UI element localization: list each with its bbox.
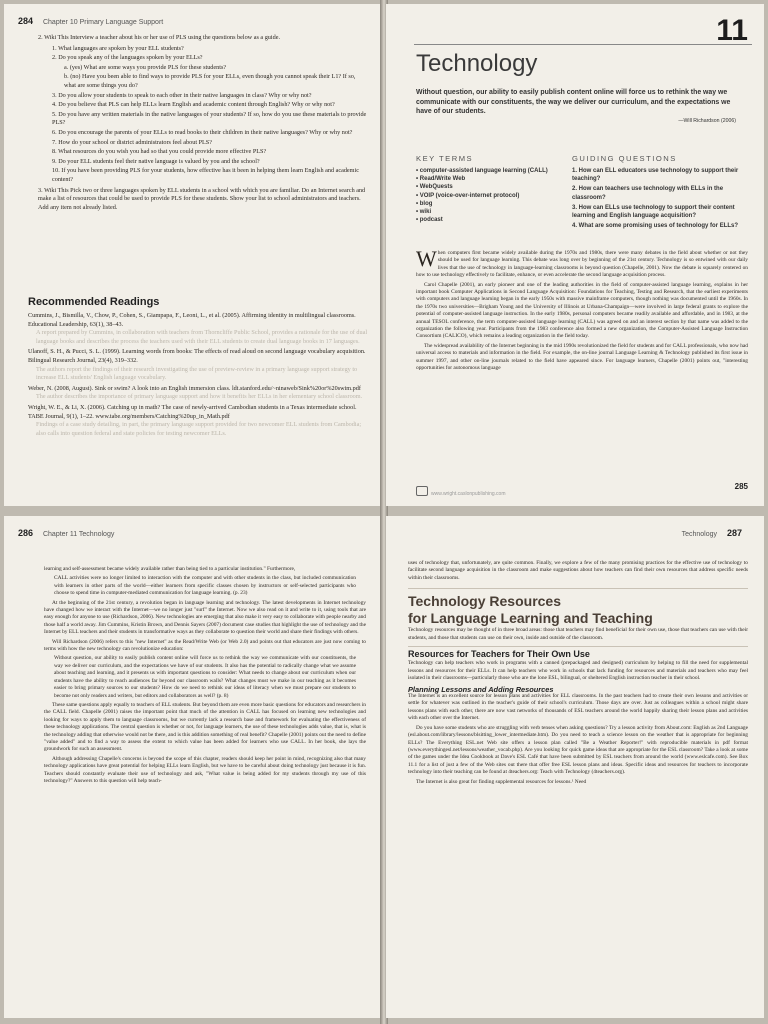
key-term: • wiki [416, 209, 432, 216]
body-paragraph: These same questions apply equally to teachers of ELL students. But beyond them are even more basic questions for educators and researchers in the CALL field. Chapelle (2001) raises the important point that much of the attention in CALL has focused on learning new technologies and looking for ways to apply them to language classrooms, but we currently lack a research base and framework for evaluating the effectiveness of these technology applications. The central question is whether or not, for language learners, the use of these technologies adds value, that is, what is the technology adding that otherwise would not be there, and is this addition something of real benefit? Chapelle (2001) points out the need to define "value added" and to find a way to assess the extent to which value has been added for learners who use CALL. In her book, she lays the groundwork for such an assessment. [44, 701, 366, 753]
block-quote: Without question, our ability to easily publish content online will force us to rethink the way we communicate with our constituents, the way we deliver our curriculum, and the expectations we have of our students. It also has the potential to radically change what we assume about teaching and learning, and it presents us with important questions to consider: What needs to change about our curriculum when our students have the ability to reach audiences far beyond our classroom walls? What changes must we make in our teaching as it becomes easier to bring primary sources to our students? How do we need to rethink our ideas of literacy when we must prepare our students to become not only readers and writers, but editors and collaborators as well? (p. 8) [54, 655, 356, 699]
readings-heading: Recommended Readings [28, 296, 160, 308]
interview-question: 3. Do you allow your students to speak to each other in their native languages in class? Why or why not? [52, 91, 312, 99]
interview-question: 8. What resources do you wish you had so that you could provide more effective PLS? [52, 148, 267, 156]
running-head-text: Technology [681, 531, 718, 538]
running-head [18, 528, 114, 538]
page-number: 285 [734, 482, 748, 491]
guiding-questions-list [572, 167, 748, 230]
section-paragraph: Technology resources may be thought of in three broad areas: those that teachers may find beneficial for their own use, those that teachers can use with their students, and those that students can use on their own, inside and outside of the classroom. [408, 627, 748, 641]
chapter-title: Technology [416, 50, 538, 77]
page-number: 284 [18, 16, 34, 26]
activity-item-3: 3. Wiki This Pick two or three languages spoken by ELL students in a school with which you are familiar. Do an Internet search and make a list of resources that could be used to provide PLS for these students. Show your list to school administrators and teachers. Add any item not already listed. [38, 186, 366, 211]
guiding-questions [572, 154, 748, 232]
interview-question: a. (yes) What are some ways you provide PLS for these students? [64, 63, 227, 71]
bottom-spread [0, 512, 768, 1024]
running-head [18, 16, 163, 26]
running-head [682, 528, 750, 538]
page-286 [4, 516, 382, 1018]
section-divider [408, 588, 748, 589]
key-terms-list [416, 167, 556, 224]
page-286-body [44, 566, 366, 787]
section-divider [408, 646, 748, 647]
guiding-question: 1. How can ELL educators use technology to support their teaching? [572, 168, 739, 183]
interview-question-list [38, 45, 368, 185]
body-paragraph: learning and self-assessment became widely available rather than being tied to a particular institution." Furthermore, [44, 566, 296, 572]
key-term: • podcast [416, 217, 443, 224]
key-terms-heading: KEY TERMS [416, 154, 474, 163]
chapter-rule [414, 44, 752, 45]
interview-question: 7. How do your school or district administrators feel about PLS? [52, 138, 212, 146]
recommended-readings [28, 296, 368, 440]
section-heading-line-2: for Language Learning and Teaching [408, 610, 653, 627]
key-term: • computer-assisted language learning (CALL) [416, 168, 548, 174]
reading-entry [28, 385, 368, 402]
body-paragraph: The Internet is also great for finding supplemental resources for lessons.¹ Need [416, 778, 587, 785]
interview-question: 9. Do your ELL students feel their native language is valued by you and the school? [52, 157, 260, 165]
reading-annotation: The authors report the findings of their research investigating the use of preview-review in a primary language support strategy to increase ELL students' English language vocabulary. [36, 365, 358, 382]
epigraph-text: Without question, our ability to easily publish content online will force us to rethink the way we communicate with our constituents, the way we deliver our curriculum, and the expectations we have of our students. [416, 89, 731, 116]
interview-question: 4. Do you believe that PLS can help ELLs learn English and academic content through English? Why or why not? [52, 101, 335, 109]
guiding-question: 4. What are some promising uses of technology for ELLs? [572, 223, 739, 230]
reading-citation: Ulanoff, S. H., & Pucci, S. L. (1999). Learning words from books: The effects of read aloud on second language vocabulary acquisition. Bilingual Research Journal, 23(4), 319–332. [28, 348, 366, 364]
key-term: • Read/Write Web [416, 176, 466, 183]
body-paragraph: At the beginning of the 21st century, a revolution began in language learning and technology. The latest developments in Internet technology have changed how we interact with the Internet—we no longer just "surf" the Internet. Now we also read on it and write to it, using tools that are easy enough for anyone to use (Richardson, 2006). New technologies are emerging that also make it very easy to collaborate with people nearby and those half a world away. Jim Cummins, Kristin Brown, and Dennis Sayers (2007) document case studies that highlight the use of technology and the Internet by ELL teachers and their students in transformative ways as they collaborate to question their world and share their findings with others. [44, 599, 366, 636]
running-head-text: Chapter 11 Technology [42, 531, 115, 538]
intro-paragraph-1: When computers first became widely available during the 1970s and 1980s, there were many debates in the field about whether or not they should be used for language learning. This debate was long over by beginning of the 21st century. Technology is so entwined with our daily lives that the use of technology in language-learning classrooms is beyond question (Chapelle, 2001). Now the debate is squarely centered on how to use technology effectively to facilitate, enhance, or even accelerate the second language acquisition process. [416, 246, 748, 279]
reading-entry [28, 312, 368, 346]
interview-question: b. (no) Have you been able to find ways to provide PLS for your ELLs, even though you cannot speak their L1? If so, what are some things you do? [64, 73, 356, 89]
interview-question: 1. What languages are spoken by your ELL students? [52, 44, 184, 52]
guiding-question: 3. How can ELLs use technology to support their content learning and English language acquisition? [572, 204, 735, 220]
intro-paragraph-3: The widespread availability of the Internet beginning in the mid 1990s revolutionized the field for students and for CALL professionals, who now had universal access to materials and information in the field. For example, the on-line journal Language Learning & Technology published its first issue in summer 1997, and other on-line journals related to the field have appeared since. For language learners, Chapelle (2001) points out, "interesting opportunities for autonomous language [416, 342, 748, 372]
page-284 [4, 4, 382, 506]
epigraph [416, 88, 736, 126]
guiding-questions-heading: GUIDING QUESTIONS [572, 154, 677, 163]
page-285 [386, 4, 764, 506]
epigraph-attribution: —Will Richardson (2006) [678, 117, 736, 124]
activity-list [38, 34, 368, 214]
section-heading [408, 593, 748, 627]
minor-heading: Planning Lessons and Adding Resources [408, 684, 554, 694]
section-heading-line-1: Technology Resources [408, 593, 562, 610]
chapter-intro [416, 246, 748, 375]
running-head-text: Chapter 10 Primary Language Support [42, 19, 164, 26]
body-paragraph: Do you have some students who are struggling with verb tenses when asking questions? Try a lesson activity from About.com: English as 2nd Language (esl.about.com/library/lessons/blsitting_lower_intermediate.htm). Do you need to teach a science lesson on the weather that is appropriate for beginning ELLs? The Everything ESL.net Web site offers a lesson plan called "Be a Weather Reporter!" with reproducible materials in pdf format (www.everythingesl.net/lessons/weather_vocab.php). Are you looking for quick game ideas that are appropriate for the ESL classroom? Take a look at some of the games under the Idea Cookbook at Dave's ESL Café that have been submitted by ESL teachers from around the world (www.eslcafe.com). See Box 11.1 for a list of just a few of the Web sites out there that offer free ESL lesson plans and ideas. Specific ideas and resources for teachers to incorporate technology into their teaching can be found at 4teachers.org: Teach with Technology (4teachers.org). [408, 724, 748, 776]
reading-citation: Weber, N. (2008, August). Sink or swim? A look into an English immersion class. ldt.stanford.edu/~ninaweb/Sink%20or%20swim.pdf [28, 384, 361, 392]
footer-url: www.wright.caslonpublishing.com [431, 491, 506, 497]
interview-question: 6. Do you encourage the parents of your ELLs to read books to their children in their native languages? Why or why not? [52, 128, 353, 136]
key-term: • WebQuests [416, 184, 453, 191]
reading-annotation: Findings of a case study detailing, in part, the primary language support provided for two newcomer ELL students from Cambodia; also calls into question federal and state policies for testing newcomer ELLs. [36, 421, 362, 437]
subsection-heading: Resources for Teachers for Their Own Use [408, 649, 590, 660]
readings-list [28, 312, 368, 438]
body-paragraph: Although addressing Chapelle's concerns is beyond the scope of this chapter, readers should keep her point in mind, recognizing also that many technology applications have great potential for helping ELLs learn English, but we have to be careful about doing technology just because it is fun. Teachers should constantly evaluate their use of technology and ask, "What value is being added for my students through my use of this technology?" Answers to this question will help teach- [44, 755, 366, 784]
reading-annotation: A report prepared by Cummins, in collaboration with teachers from Thorncliffe Public School, provides a rationale for the use of dual language books and describes the process the teachers used with their ELL students to create dual language books in 17 languages. [36, 329, 368, 345]
page-number: 287 [726, 528, 742, 538]
interview-question: 5. Do you have any written materials in the native languages of your students? If so, how do you use these materials to provide PLS? [52, 110, 367, 127]
block-quote: CALL activities were no longer limited to interaction with the computer and with other students in the class, but included communication with learners in other parts of the world—either learners from specific classes chosen by instructors or self-selected participants who choose to spend time in computer-mediated communication for language learning. (p. 23) [54, 575, 356, 597]
activity-item-2: 2. Wiki This Interview a teacher about his or her use of PLS using the questions below as a guide. [38, 34, 280, 41]
web-icon [416, 486, 428, 496]
key-term: • VOIP (voice-over-internet protocol) [416, 192, 520, 199]
interview-question: 2. Do you speak any of the languages spoken by your ELLs? [52, 54, 203, 62]
chapter-number: 11 [716, 14, 748, 47]
body-paragraph: uses of technology that, unfortunately, are quite common. Finally, we explore a few of the many promising practices for the effective use of technology to facilitate second language acquisition in the classroom and make suggestions about how teachers can find their own resources that address specific needs within their classrooms. [408, 560, 748, 581]
reading-entry [28, 348, 368, 382]
intro-paragraph-2: Carol Chapelle (2001), an early pioneer and one of the leading authorities in the field of computer-assisted language learning, explains in her important book Computer Applications in Second Language Acquisition: Foundations for Teaching, Testing and Research, that the earliest experiments with computers and language learning began in the early 1950s with massive mainframe computers, though nothing was documented until the 1960s. In the 1970s two universities—Brigham Young and the University of Illinois at Urbana-Champaign—were involved in large federal grants to explore the potential of computer-assisted language instruction. In the early 1980s, personal computers became readily available and affordable, and in 1983, at the annual TESOL conference, the term computer-assisted language learning (CALL) was agreed on and an interest section by that name was added to the organization the following year. Participants from the 1983 conference also formed a new organization, the Computer-Assisted Language Instruction Consortium (CALICO), which remains a leading organization in the field today. [416, 281, 748, 340]
interview-question: 10. If you have been providing PLS for your students, how effective has it been in helping them learn English and academic content? [52, 167, 359, 183]
guiding-question: 2. How can teachers use technology with ELLs in the classroom? [572, 186, 724, 201]
body-paragraph: The Internet is an excellent source for lesson plans and activities for ELL classrooms. In the past teachers had to create their own lessons and activities or settle for whatever was outlined in the teacher's guide of their school's curriculum. Those days are over. Just as colleagues within a school might share lessons plans with each other, there are now vast networks of thousands of ESL teachers around the world happily sharing their lesson plans and activities with each other over the Internet. [408, 693, 748, 722]
page-footer [416, 482, 748, 500]
key-term: • blog [416, 200, 433, 207]
page-287 [386, 516, 764, 1018]
reading-annotation: The author describes the importance of primary language support and how it benefits her ELLs in her elementary school classroom. [36, 393, 363, 401]
reading-citation: Cummins, J., Bismilla, V., Chow, P., Cohen, S., Giampapa, F., Leoni, L., et al. (2005). Affirming identity in multilingual classrooms. Educational Leadership, 63(1), 38–43. [28, 312, 356, 328]
page-287-body [408, 560, 748, 788]
body-paragraph: Will Richardson (2006) refers to this "new Internet" as the Read/Write Web (or Web 2.0) and points out that educators are just now coming to terms with how the new technology can revolutionize education: [44, 638, 366, 653]
drop-cap: W [416, 246, 437, 271]
reading-entry [28, 404, 368, 438]
reading-citation: Wright, W. E., & Li, X. (2006). Catching up in math? The case of newly-arrived Cambodian students in a Texas intermediate school. TABE Journal, 9(1), 1–22. www.tabe.org/members/Catching%20up_in_Math.pdf [28, 403, 357, 420]
key-terms [416, 154, 556, 224]
page-number: 286 [18, 528, 34, 538]
subsection-paragraph: Technology can help teachers who work in programs with a canned (prepackaged and designed) curriculum by helping to fill the need for supplemental lessons and resources for their ELLs. It can help teachers who work in schools that lack funding for resources and materials and teachers who may feel isolated in their classrooms—particularly those who are the lone ESL, bilingual, or sheltered English instruction teacher in their school. [408, 660, 748, 682]
